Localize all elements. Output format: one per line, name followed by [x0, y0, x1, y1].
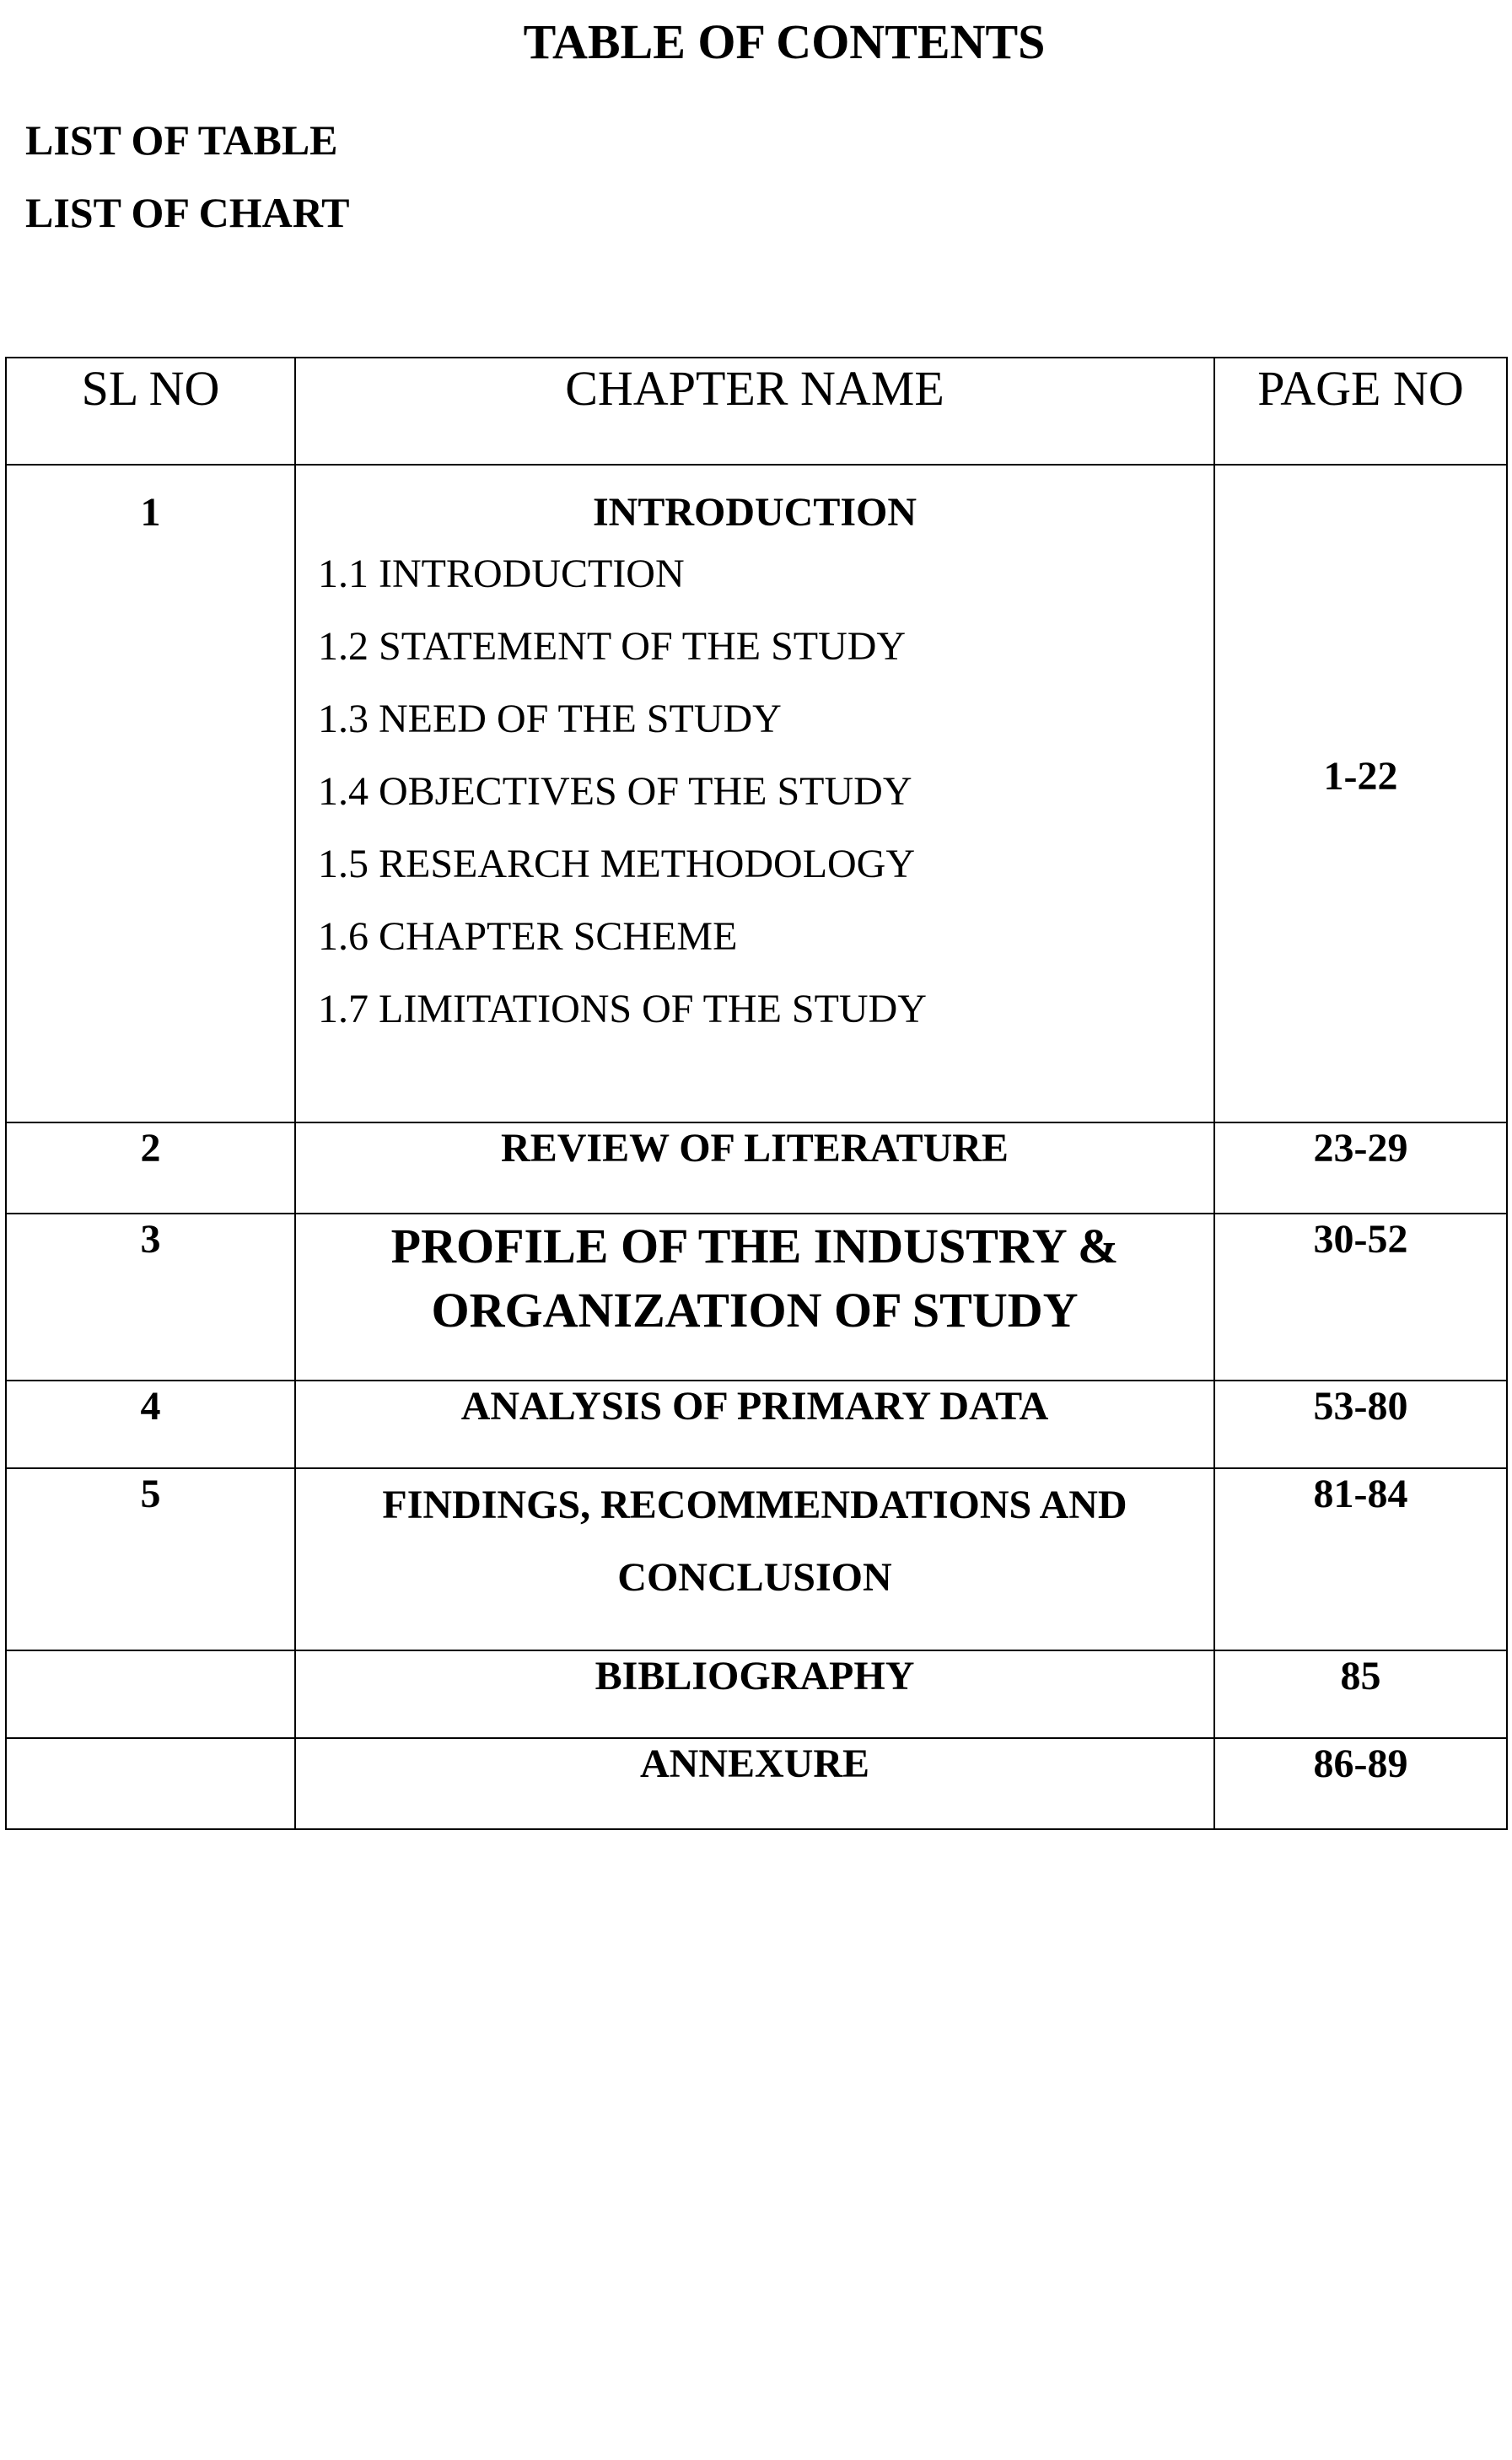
chapter-title: INTRODUCTION — [592, 490, 917, 535]
section-item: 1.2 STATEMENT OF THE STUDY — [318, 624, 907, 669]
row-sl-no: 5 — [6, 1468, 295, 1650]
section-item: 1.5 RESEARCH METHODOLOGY — [318, 842, 915, 886]
row-page-no: 85 — [1214, 1650, 1507, 1738]
chapter-line: PROFILE OF THE INDUSTRY & — [390, 1219, 1119, 1273]
table-row — [6, 1738, 1507, 1829]
header-sl-no: SL NO — [6, 358, 295, 465]
row-page-no: 1-22 — [1214, 465, 1507, 1122]
table-row — [6, 1381, 1507, 1468]
table-row — [6, 1650, 1507, 1738]
row-chapter — [295, 465, 1214, 1122]
chapter-line: CONCLUSION — [617, 1555, 892, 1600]
section-item: 1.4 OBJECTIVES OF THE STUDY — [318, 769, 912, 814]
row-page-no: 81-84 — [1214, 1468, 1507, 1650]
row-chapter: ANNEXURE — [295, 1738, 1214, 1829]
section-item: 1.6 CHAPTER SCHEME — [318, 914, 738, 959]
row-page-no: 30-52 — [1214, 1214, 1507, 1381]
row-sl-no: 1 — [6, 465, 295, 1122]
table-row — [6, 465, 1507, 1122]
page-title: TABLE OF CONTENTS — [523, 14, 1046, 69]
section-item: 1.1 INTRODUCTION — [318, 552, 685, 596]
chapter-line: ORGANIZATION OF STUDY — [431, 1283, 1079, 1338]
table-row — [6, 1214, 1507, 1381]
row-sl-no — [6, 1738, 295, 1829]
table-row — [6, 1122, 1507, 1214]
row-sl-no: 2 — [6, 1122, 295, 1214]
row-sl-no: 3 — [6, 1214, 295, 1381]
chapter-line: FINDINGS, RECOMMENDATIONS AND — [382, 1483, 1127, 1527]
table-row — [6, 1468, 1507, 1650]
table-header-row — [6, 358, 1507, 465]
row-chapter: REVIEW OF LITERATURE — [295, 1122, 1214, 1214]
header-page-no: PAGE NO — [1214, 358, 1507, 465]
row-chapter — [295, 1468, 1214, 1650]
section-list — [296, 538, 1213, 1046]
row-page-no: 53-80 — [1214, 1381, 1507, 1468]
row-page-no: 86-89 — [1214, 1738, 1507, 1829]
section-item: 1.3 NEED OF THE STUDY — [318, 697, 782, 741]
row-chapter — [295, 1214, 1214, 1381]
list-of-table-link: LIST OF TABLE — [25, 116, 338, 164]
row-sl-no — [6, 1650, 295, 1738]
row-chapter: ANALYSIS OF PRIMARY DATA — [295, 1381, 1214, 1468]
row-chapter: BIBLIOGRAPHY — [295, 1650, 1214, 1738]
list-of-chart-link: LIST OF CHART — [25, 189, 350, 236]
row-page-no: 23-29 — [1214, 1122, 1507, 1214]
contents-table — [5, 357, 1508, 1830]
section-item: 1.7 LIMITATIONS OF THE STUDY — [318, 987, 927, 1031]
header-chapter-name: CHAPTER NAME — [295, 358, 1214, 465]
row-sl-no: 4 — [6, 1381, 295, 1468]
